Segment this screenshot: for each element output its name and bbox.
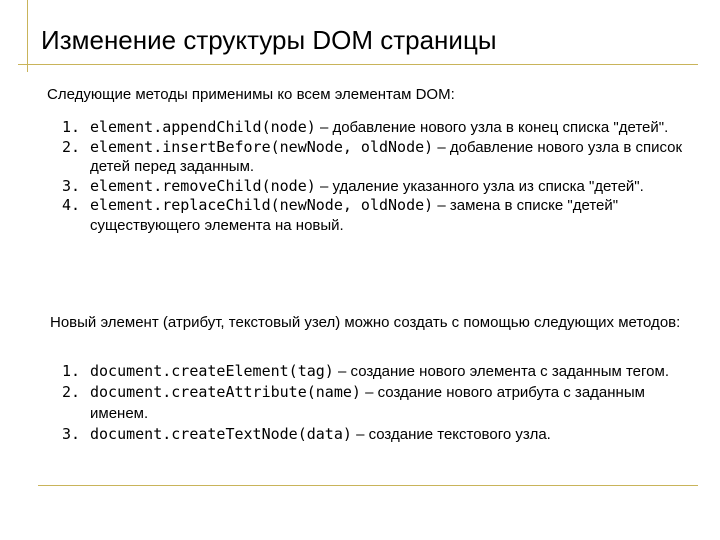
list-item-number: 2. [62, 137, 81, 156]
list-item-number: 4. [62, 196, 81, 214]
list-item-number: 3. [62, 425, 81, 443]
list-item [62, 177, 702, 197]
method-description: – создание текстового узла. [351, 426, 551, 443]
list-item [62, 361, 702, 382]
list-item [62, 382, 702, 424]
list-item-number: 1. [62, 362, 81, 380]
create-methods-list [62, 361, 702, 445]
list-item [62, 118, 702, 138]
method-description: – добавление нового узла в конец списка "детей". [315, 119, 669, 136]
list-item-number: 2. [62, 383, 81, 401]
method-description: – добавление нового узла в список детей перед заданным. [90, 138, 683, 175]
list-item [62, 138, 702, 177]
dom-methods-list [62, 118, 702, 235]
footer-divider [38, 485, 698, 486]
list-item-number: 3. [62, 176, 81, 195]
method-code: element.appendChild(node) [90, 118, 316, 136]
method-description: – удаление указанного узла из списка "детей". [315, 177, 644, 195]
method-code: element.replaceChild(newNode, oldNode) [90, 196, 434, 214]
method-code: element.removeChild(node) [90, 176, 316, 195]
method-code: element.insertBefore(newNode, oldNode) [90, 137, 434, 156]
create-intro-text: Новый элемент (атрибут, текстовый узел) можно создать с помощью следующих методов: [50, 314, 681, 331]
page-title: Изменение структуры DOM страницы [41, 25, 497, 55]
intro-text: Следующие методы применимы ко всем элементам DOM: [47, 86, 455, 103]
method-description: – создание нового элемента с заданным тегом. [333, 363, 669, 380]
method-description: – замена в списке "детей" существующего элемента на новый. [90, 197, 619, 234]
method-code: document.createAttribute(name) [90, 383, 361, 401]
method-code: document.createElement(tag) [90, 362, 334, 380]
list-item [62, 196, 702, 235]
decor-vertical-line [27, 0, 28, 72]
list-item-number: 1. [62, 118, 81, 136]
list-item [62, 424, 702, 445]
method-description: – создание нового атрибута с заданным именем. [90, 384, 645, 422]
title-underline [18, 64, 698, 65]
method-code: document.createTextNode(data) [90, 425, 352, 443]
